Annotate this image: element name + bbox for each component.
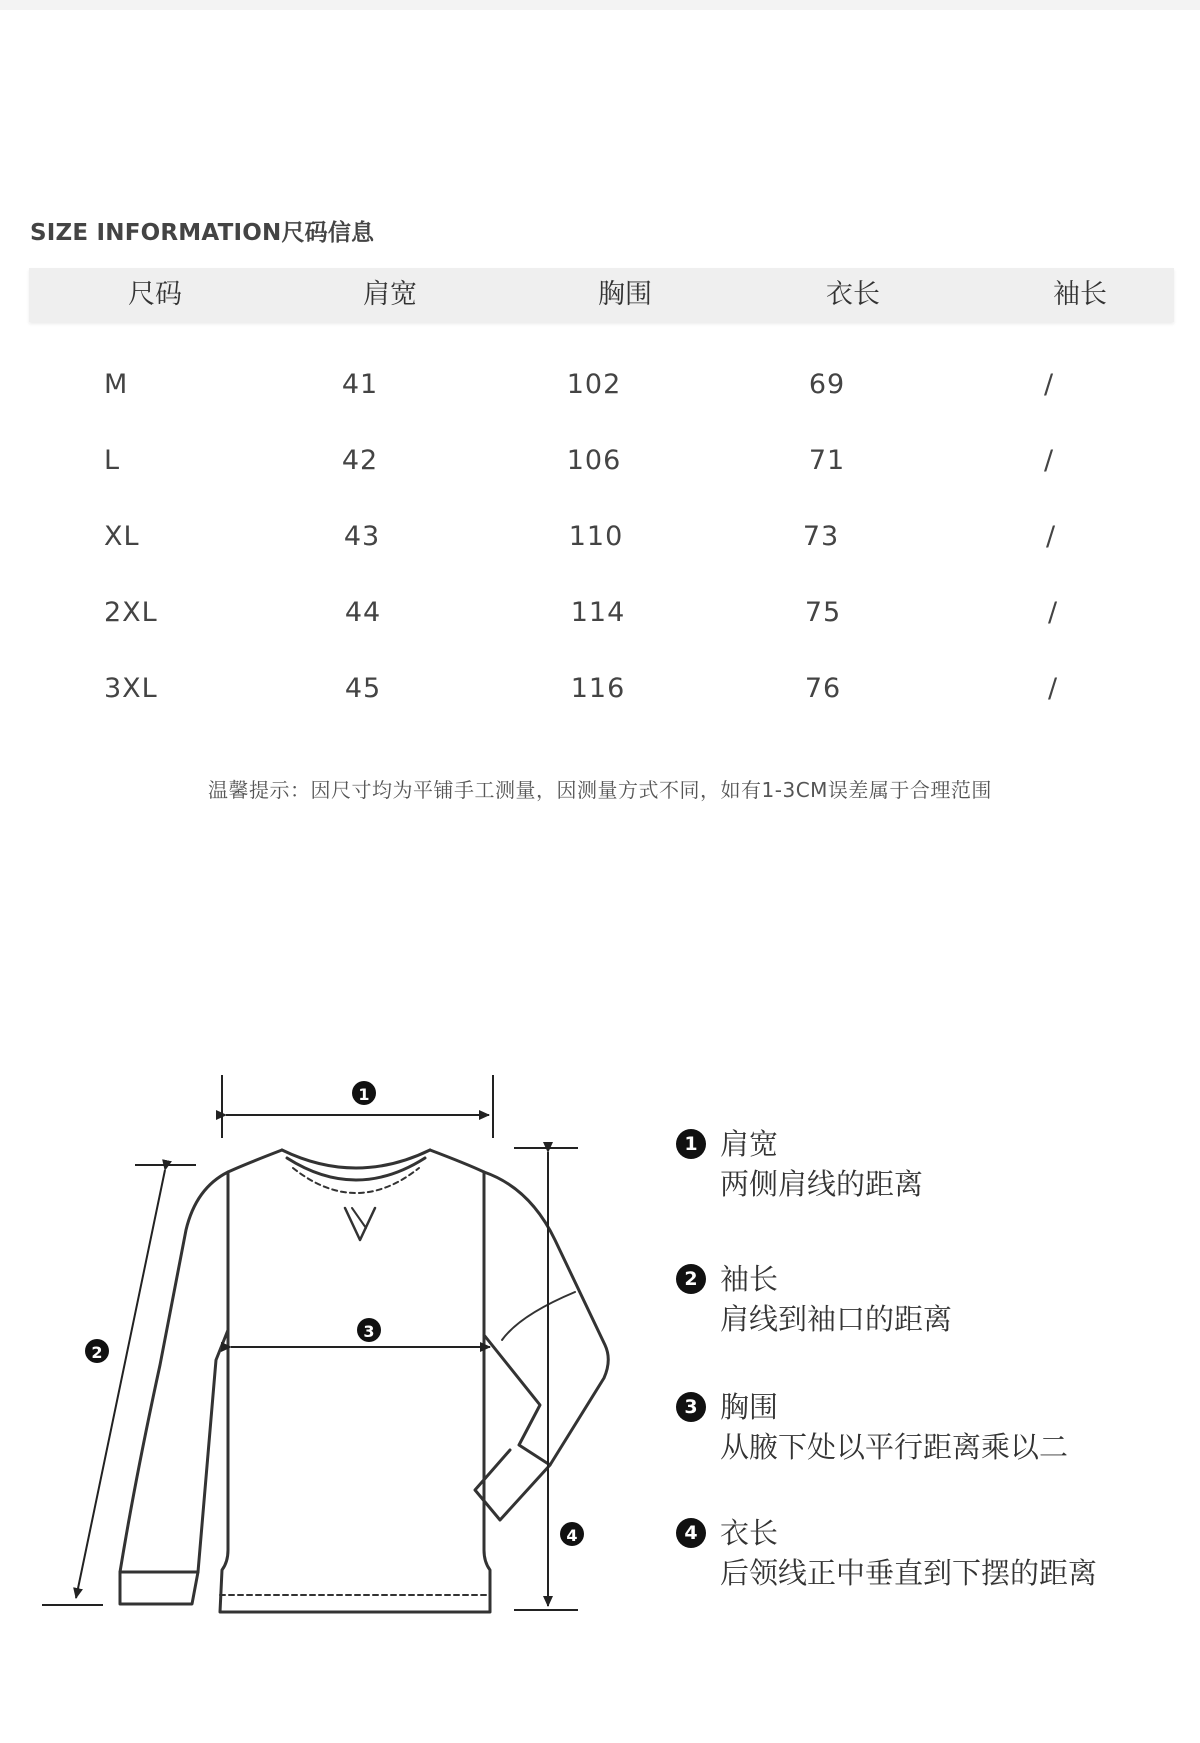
cell-size: L (104, 445, 121, 476)
marker-4-label: 4 (566, 1526, 578, 1545)
cell-sleeve: / (1047, 597, 1059, 628)
legend-title: 袖长 (720, 1262, 779, 1296)
legend-title: 肩宽 (720, 1127, 779, 1161)
legend-item-shoulder (676, 1124, 923, 1204)
marker-2-label: 2 (91, 1343, 103, 1362)
header-shoulder: 肩宽 (363, 279, 417, 310)
legend-desc: 后领线正中垂直到下摆的距离 (720, 1556, 1098, 1590)
table-row (0, 593, 1200, 633)
cell-size: 3XL (104, 673, 158, 704)
cell-shoulder: 41 (341, 369, 379, 400)
cell-chest: 106 (566, 445, 622, 476)
marker-1 (352, 1081, 376, 1105)
legend-desc: 两侧肩线的距离 (720, 1167, 924, 1201)
header-chest: 胸围 (598, 279, 652, 310)
table-row (0, 517, 1200, 557)
measurement-note: 温馨提示：因尺寸均为平铺手工测量，因测量方式不同，如有1-3CM误差属于合理范围 (208, 778, 992, 802)
cell-shoulder: 42 (341, 445, 379, 476)
legend-item-sleeve (676, 1259, 952, 1339)
cell-size: M (104, 369, 129, 400)
top-border (0, 0, 1200, 10)
header-sleeve: 袖长 (1053, 279, 1107, 310)
cell-length: 69 (808, 369, 846, 400)
table-row (0, 669, 1200, 709)
number-badge: 3 (676, 1392, 706, 1422)
cell-length: 76 (804, 673, 842, 704)
marker-3 (357, 1318, 381, 1342)
number-badge: 1 (676, 1129, 706, 1159)
legend-title: 衣长 (720, 1516, 779, 1550)
garment-diagram (0, 1060, 660, 1660)
legend-desc: 肩线到袖口的距离 (720, 1302, 953, 1336)
cell-length: 71 (808, 445, 846, 476)
cell-chest: 102 (566, 369, 622, 400)
legend-title: 胸围 (720, 1390, 779, 1424)
header-size: 尺码 (128, 279, 182, 310)
marker-2 (85, 1339, 109, 1363)
legend-desc: 从腋下处以平行距离乘以二 (720, 1430, 1069, 1464)
measure-lines (42, 1075, 578, 1610)
table-row (0, 365, 1200, 405)
sweatshirt-outline (120, 1150, 608, 1612)
marker-3-label: 3 (363, 1322, 375, 1341)
cell-chest: 116 (570, 673, 626, 704)
number-badge: 4 (676, 1518, 706, 1548)
cell-shoulder: 45 (344, 673, 382, 704)
legend-item-length (676, 1513, 1097, 1593)
marker-4 (560, 1522, 584, 1546)
cell-sleeve: / (1043, 369, 1055, 400)
header-length: 衣长 (826, 279, 880, 310)
cell-sleeve: / (1045, 521, 1057, 552)
cell-shoulder: 43 (343, 521, 381, 552)
number-badge: 2 (676, 1264, 706, 1294)
cell-size: 2XL (104, 597, 158, 628)
cell-length: 73 (802, 521, 840, 552)
legend-item-chest (676, 1387, 1068, 1467)
cell-chest: 114 (570, 597, 626, 628)
cell-size: XL (104, 521, 140, 552)
marker-1-label: 1 (358, 1085, 370, 1104)
cell-length: 75 (804, 597, 842, 628)
section-title: SIZE INFORMATION尺码信息 (30, 220, 375, 246)
cell-shoulder: 44 (344, 597, 382, 628)
cell-chest: 110 (568, 521, 624, 552)
cell-sleeve: / (1047, 673, 1059, 704)
size-table-header (29, 268, 1174, 322)
cell-sleeve: / (1043, 445, 1055, 476)
table-row (0, 441, 1200, 481)
